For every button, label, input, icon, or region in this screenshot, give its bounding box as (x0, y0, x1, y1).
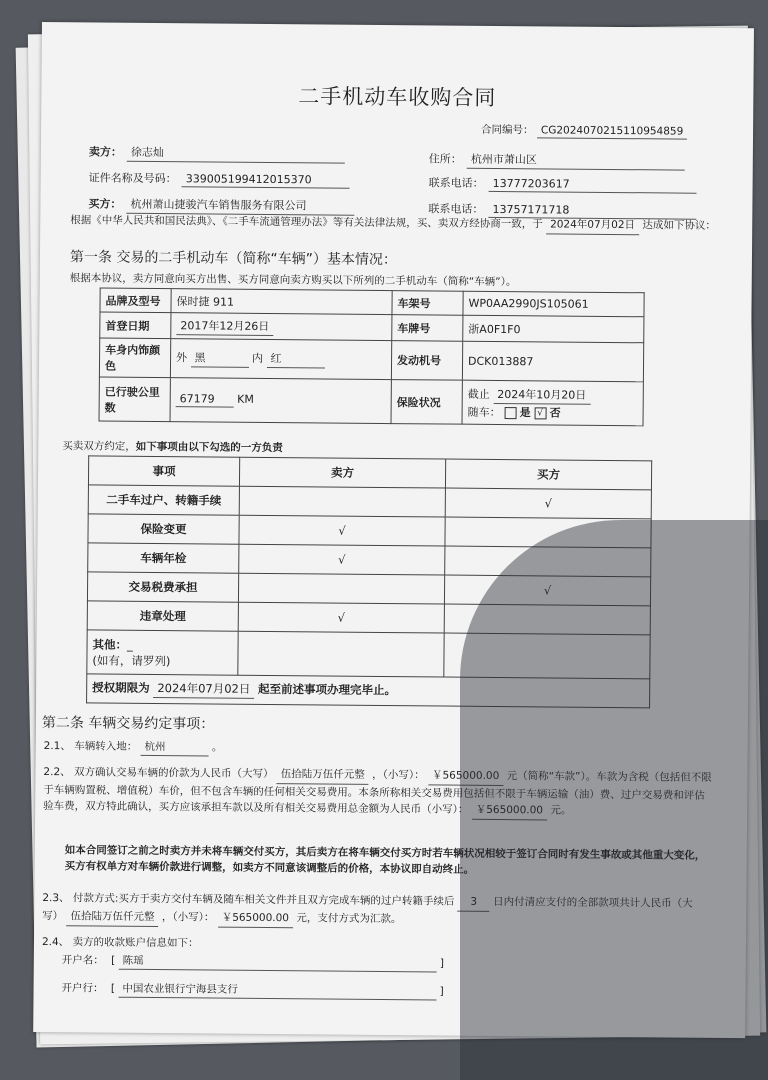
buyer-phone-field: 联系电话： 13757171718 (428, 197, 696, 219)
duty-header-seller: 卖方 (239, 457, 445, 488)
page-title: 二手机动车收购合同 (298, 84, 497, 110)
brand-label: 品牌及型号 (100, 288, 171, 313)
duty-header-item: 事项 (88, 456, 239, 486)
duty-other-cell: 其他：_ (如有，请罗列) (87, 630, 238, 675)
article1-desc: 根据本协议，卖方同意向买方出售、买方同意向卖方购买以下所列的二手机动车（简称“车辆”）。 (69, 272, 517, 289)
insurance-cell: 截止 2024年10月20日 随车： 是 √ 否 (462, 380, 643, 426)
duty-intro: 买卖双方约定，如下事项由以下勾选的一方负责 (62, 440, 283, 455)
intro-paragraph: 根据《中华人民共和国民法典》、《二手车流通管理办法》等有关法律法规，买、卖双方经协商一致，于 2024年07月02日 达成如下协议： (70, 212, 720, 236)
duty-header-buyer: 买方 (445, 459, 651, 490)
inner-color: 红 (266, 350, 324, 369)
id-number-field: 证件名称及号码： 339005199412015370 (89, 166, 350, 188)
duty-buyer-mark: √ (444, 575, 650, 606)
article1-heading: 第一条 交易的二手机动车（简称“车辆”）基本情况： (69, 249, 397, 269)
duty-item: 违章处理 (87, 601, 238, 631)
duty-seller-mark: √ (239, 515, 445, 546)
duty-buyer-mark (445, 546, 651, 577)
duty-seller-mark: √ (239, 544, 445, 575)
duty-item: 二手车过户、转籍手续 (88, 485, 239, 515)
duty-buyer-mark (445, 517, 651, 548)
outer-color: 黑 (190, 349, 248, 368)
duty-item: 交易税费承担 (87, 572, 238, 602)
duty-item: 车辆年检 (88, 543, 239, 573)
mileage-cell: 67179 KM (170, 378, 391, 424)
duty-other-seller (238, 631, 444, 677)
duty-item: 保险变更 (88, 514, 239, 544)
vehicle-table (99, 288, 645, 427)
clause-2-1: 2.1、 车辆转入地： 杭州 。 (44, 738, 223, 757)
engine-label: 发动机号 (391, 341, 462, 381)
clause-2-3: 2.3、 付款方式:买方于卖方交付车辆及随车相关文件并且双方完成车辆的过户转籍手续后 3 日内付清应支付的全部款项共计人民币（大写） 伍拾陆万伍仟元整 ，（小写）： ￥565000.00 元，支付方式为汇款。 (42, 890, 712, 932)
contract-page (33, 22, 754, 1038)
color-label: 车身内饰颜色 (99, 338, 170, 378)
duty-seller-mark: √ (238, 602, 444, 633)
no-checkbox[interactable]: √ (534, 407, 546, 419)
duty-other-buyer (444, 633, 650, 679)
reg-date-label: 首登日期 (100, 312, 171, 339)
duty-table (86, 455, 652, 708)
vin-label: 车架号 (392, 291, 463, 316)
seller-field: 卖方： 徐志灿 (89, 140, 345, 163)
duty-seller-mark (239, 486, 445, 517)
vin-value: WP0AA2990JS105061 (463, 291, 644, 317)
plate-value: 浙A0F1F0 (463, 315, 644, 343)
engine-value: DCK013887 (462, 341, 643, 382)
clause-2-4: 2.4、 卖方的收款账户信息如下： (41, 936, 199, 950)
authorization-row: 授权期限为 2024年07月02日 起至前述事项办理完毕止。 (87, 674, 650, 708)
duty-buyer-mark (444, 604, 650, 635)
color-cell: 外 黑 内 红 (170, 339, 391, 380)
address-field: 住所： 杭州市萧山区 (429, 147, 685, 170)
brand-value: 保时捷 911 (171, 289, 392, 315)
clause-2-2: 2.2、 双方确认交易车辆的价款为人民币（大写） 伍拾陆万伍仟元整 ，（小写）： ￥565000.00 元（简称“车款”）。车款为含税（包括但不限于车辆购置税、增值税）车价，但不包含车辆的任何相关交易费用。本条所称相关交易费用包括但不限于车辆运输（油）费、过户交易费和评估验车费，双方特此确认，买方应该承担车款以及所有相关交易费用总金额为人民币（小写）： ￥565000.00 元。 (43, 764, 713, 822)
account-bank-field: 开户行： [ 中国农业银行宁海县支行 ] (61, 980, 443, 1000)
contract-number: 合同编号： CG2024070215110954859 (481, 122, 687, 140)
reg-date-value: 2017年12月26日 (176, 317, 273, 336)
yes-checkbox[interactable] (504, 407, 516, 419)
reg-date-cell (171, 313, 392, 341)
adjustment-paragraph: 如本合同签订之前之时卖方并未将车辆交付买方，其后卖方在将车辆交付买方时若车辆状况相较于签订合同时有发生事故或其他重大变化，买方有权单方对车辆价款进行调整，如卖方不同意该调整后的价格，本协议即自动终止。 (64, 844, 706, 876)
plate-label: 车牌号 (392, 315, 463, 342)
article2-heading: 第二条 车辆交易约定事项： (41, 715, 215, 733)
buyer-field: 买方： 杭州萧山捷骏汽车销售服务有限公司 (88, 192, 354, 215)
mileage-label: 已行驶公里数 (99, 377, 170, 422)
seller-phone-field: 联系电话： 13777203617 (429, 171, 697, 193)
mileage-value: 67179 (176, 392, 234, 408)
duty-buyer-mark: √ (445, 488, 651, 519)
account-name-field: 开户名： [ 陈瑶 ] (62, 952, 444, 972)
insurance-until: 2024年10月20日 (493, 385, 590, 404)
duty-seller-mark (238, 573, 444, 604)
insurance-label: 保险状况 (391, 380, 462, 425)
